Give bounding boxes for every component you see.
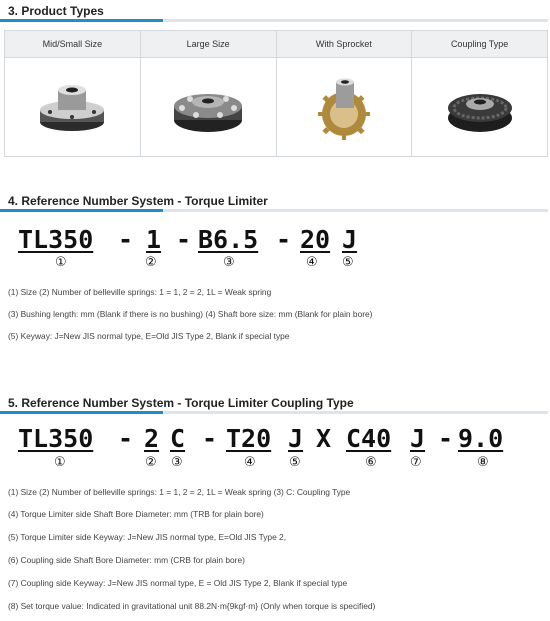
product-type-header: With Sprocket (276, 31, 412, 58)
marker-4: ④ (244, 455, 256, 470)
ref-separator: - (176, 225, 192, 254)
note-line: (8) Set torque value: Indicated in gravitational unit 88.2N·m{9kgf·m} (Only when torque is specified) (8, 601, 376, 611)
marker-1: ① (54, 455, 66, 470)
product-type-header: Mid/Small Size (5, 31, 141, 58)
ref-size: TL350 (18, 424, 94, 453)
product-image-cell (412, 58, 548, 157)
marker-8: ⑧ (477, 455, 489, 470)
ref-coupling-shaft-bore: C40 (346, 424, 392, 453)
ref-keyway: J (342, 225, 358, 254)
ref-set-torque: 9.0 (458, 424, 504, 453)
marker-6: ⑥ (365, 455, 377, 470)
note-line: (1) Size (2) Number of belleville springs: 1 = 1, 2 = 2, 1L = Weak spring (3) C: Coupling Type (8, 487, 351, 497)
reference-number-torque-limiter (18, 225, 378, 259)
product-types-table (4, 30, 548, 157)
product-image-cell (140, 58, 276, 157)
ref-springs: 2 (144, 424, 160, 453)
ref-springs: 1 (146, 225, 162, 254)
ref-separator: - (276, 225, 292, 254)
torque-limiter-mid-small-image (32, 72, 112, 142)
note-line: (6) Coupling side Shaft Bore Diameter: mm (CRB for plain bore) (8, 555, 245, 565)
ref-tl-shaft-bore: T20 (226, 424, 272, 453)
product-type-header: Coupling Type (412, 31, 548, 58)
ref-separator: - (202, 424, 218, 453)
marker-5: ⑤ (342, 255, 354, 270)
marker-5: ⑤ (289, 455, 301, 470)
ref-separator: - (438, 424, 454, 453)
ref-size: TL350 (18, 225, 94, 254)
section-divider (0, 19, 548, 22)
product-type-header: Large Size (140, 31, 276, 58)
section-title: 5. Reference Number System - Torque Limiter Coupling Type (8, 396, 354, 410)
ref-shaft-bore: 20 (300, 225, 331, 254)
ref-tl-keyway: J (288, 424, 304, 453)
ref-coupling-keyway: J (410, 424, 426, 453)
note-line: (5) Keyway: J=New JIS normal type, E=Old JIS Type 2, Blank if special type (8, 331, 290, 341)
marker-7: ⑦ (410, 455, 422, 470)
note-line: (5) Torque Limiter side Keyway: J=New JIS normal type, E=Old JIS Type 2, (8, 532, 287, 542)
section-4-header (0, 193, 550, 212)
ref-separator: - (118, 225, 134, 254)
reference-number-coupling-type (18, 424, 518, 458)
marker-3: ③ (223, 255, 235, 270)
section-5-header (0, 395, 550, 414)
ref-separator: - (118, 424, 134, 453)
marker-2: ② (145, 455, 157, 470)
marker-3: ③ (171, 455, 183, 470)
marker-1: ① (55, 255, 67, 270)
note-line: (3) Bushing length: mm (Blank if there is no bushing) (4) Shaft bore size: mm (Blank for plain bore) (8, 309, 373, 319)
torque-limiter-large-image (168, 72, 248, 142)
section-3-header (0, 3, 550, 22)
product-image-cell (5, 58, 141, 157)
section-divider (0, 411, 548, 414)
section-title: 4. Reference Number System - Torque Limiter (8, 194, 268, 208)
section-title: 3. Product Types (8, 4, 104, 18)
ref-x-separator: X (316, 424, 332, 453)
note-line: (4) Torque Limiter side Shaft Bore Diameter: mm (TRB for plain bore) (8, 509, 264, 519)
marker-2: ② (145, 255, 157, 270)
marker-4: ④ (306, 255, 318, 270)
ref-bushing-length: B6.5 (198, 225, 259, 254)
product-image-cell (276, 58, 412, 157)
section-divider (0, 209, 548, 212)
ref-coupling-type: C (170, 424, 186, 453)
note-line: (1) Size (2) Number of belleville springs: 1 = 1, 2 = 2, 1L = Weak spring (8, 287, 272, 297)
note-line: (7) Coupling side Keyway: J=New JIS normal type, E = Old JIS Type 2, Blank if special type (8, 578, 348, 588)
torque-limiter-sprocket-image (304, 72, 384, 142)
torque-limiter-coupling-image (440, 72, 520, 142)
